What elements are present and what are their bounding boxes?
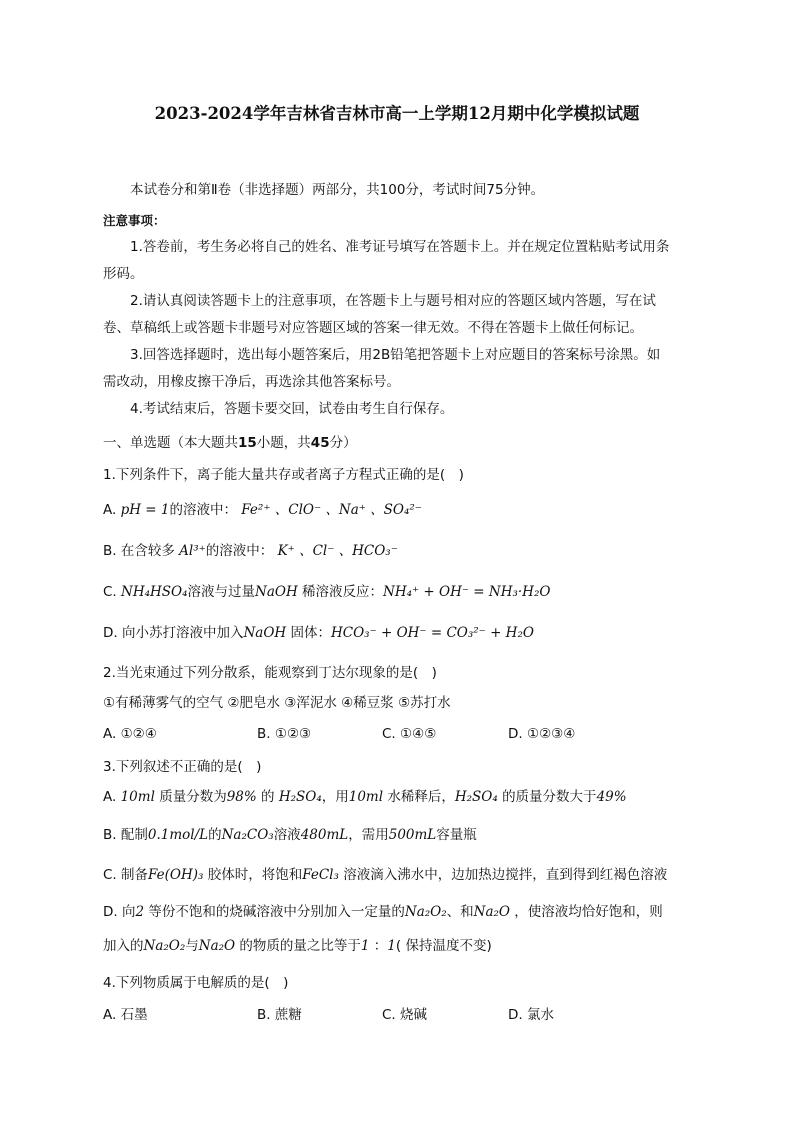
q3-b-text-2: 溶液 xyxy=(273,827,301,843)
q1-b-ions: K⁺ 、Cl⁻ 、HCO₃⁻ xyxy=(277,543,398,559)
q3-a-percent-2: 49% xyxy=(596,789,627,805)
section-count: 15 xyxy=(238,435,257,451)
q3-d2-ratio-1: 1 xyxy=(360,938,370,954)
q2-option-d: D. ①②③④ xyxy=(508,726,576,742)
q2-option-a: A. ①②④ xyxy=(103,726,157,742)
q1-c-text-2: 稀溶液反应： xyxy=(302,584,384,600)
q3-b-volume: 480mL xyxy=(300,827,349,843)
q3-a-label: A. xyxy=(103,789,117,805)
section-suffix: 分） xyxy=(329,435,357,451)
notice-heading: 注意事项： xyxy=(103,213,166,228)
q3-d-text-2: 、和 xyxy=(446,904,474,920)
q1-d-base: NaOH xyxy=(243,625,287,641)
q3-a-acid-2: H₂SO₄ xyxy=(454,789,498,805)
q1-option-a xyxy=(103,501,422,519)
q1-a-ions: Fe²⁺ 、ClO⁻ 、Na⁺ 、SO₄²⁻ xyxy=(241,502,422,518)
q3-d-text-1: 等份不饱和的烧碱溶液中分别加入一定量的 xyxy=(148,904,405,920)
q3-c-text-2: 溶液滴入沸水中，边加热边搅拌，直到得到红褐色溶液 xyxy=(343,867,668,883)
section-heading xyxy=(103,434,357,452)
notice-item-3-line-2: 需改动，用橡皮擦干净后，再选涂其他答案标号。 xyxy=(103,374,400,390)
q3-d-number: 2 xyxy=(135,904,145,920)
q3-d2-text-2: 与 xyxy=(185,938,199,954)
intro-text: 本试卷分和第Ⅱ卷（非选择题）两部分，共100分，考试时间75分钟。 xyxy=(130,182,545,198)
q1-d-label: D. 向小苏打溶液中加入 xyxy=(103,625,244,641)
q1-a-label: A. xyxy=(103,502,117,518)
q3-a-percent: 98% xyxy=(226,789,257,805)
q3-b-label: B. 配制 xyxy=(103,827,148,843)
q1-option-c xyxy=(103,583,550,601)
q3-d-substance-1: Na₂O₂ xyxy=(404,904,447,920)
q3-a-volume: 10ml xyxy=(120,789,155,805)
q3-c-text-1: 胶体时，将饱和 xyxy=(207,867,303,883)
q3-option-b xyxy=(103,826,477,844)
notice-item-1-line-1: 1.答卷前，考生务必将自己的姓名、准考证号填写在答题卡上。并在规定位置粘贴考试用条 xyxy=(130,239,670,255)
notice-item-2-line-1: 2.请认真阅读答题卡上的注意事项，在答题卡上与题号相对应的答题区域内答题，写在试 xyxy=(130,293,656,309)
q3-a-acid: H₂SO₄ xyxy=(278,789,322,805)
notice-item-4: 4.考试结束后，答题卡要交回，试卷由考生自行保存。 xyxy=(130,401,454,417)
q4-option-d: D. 氯水 xyxy=(508,1007,554,1023)
q3-b-text-4: 容量瓶 xyxy=(436,827,477,843)
q3-b-salt: Na₂CO₃ xyxy=(221,827,274,843)
q1-d-equation: HCO₃⁻ + OH⁻ = CO₃²⁻ + H₂O xyxy=(330,625,534,641)
q3-option-c xyxy=(103,866,667,884)
q3-d2-colon: ： xyxy=(373,938,388,954)
q1-c-base: NaOH xyxy=(255,584,298,600)
q1-b-text: 的溶液中： xyxy=(205,543,274,559)
q1-option-d xyxy=(103,624,534,642)
q4-option-a: A. 石墨 xyxy=(103,1007,148,1023)
q3-d2-ratio-2: 1 xyxy=(387,938,396,954)
q3-d2-text-3: 的物质的量之比等于 xyxy=(239,938,361,954)
notice-item-1-line-2: 形码。 xyxy=(103,266,144,282)
q3-b-volume-2: 500mL xyxy=(388,827,437,843)
section-mid: 小题，共 xyxy=(256,435,311,451)
q1-a-text: 的溶液中： xyxy=(169,502,237,518)
notice-item-2-line-2: 卷、草稿纸上或答题卡非题号对应答题区域的答案一律无效。不得在答题卡上做任何标记。 xyxy=(103,320,643,336)
q3-a-text-5: 的质量分数大于 xyxy=(502,789,597,805)
q2-items: ①有稀薄雾气的空气 ②肥皂水 ③浑泥水 ④稀豆浆 ⑤苏打水 xyxy=(103,695,451,711)
q3-d2-text-1: 加入的 xyxy=(103,938,144,954)
q3-c-salt: FeCl₃ xyxy=(302,867,339,883)
q3-option-d-line-2 xyxy=(103,937,492,955)
notice-item-3-line-1: 3.回答选择题时，选出每小题答案后，用2B铅笔把答题卡上对应题目的答案标号涂黑。如 xyxy=(130,347,661,363)
q3-a-volume-2: 10ml xyxy=(348,789,384,805)
q1-b-label: B. 在含较多 xyxy=(103,543,175,559)
q1-option-b xyxy=(103,542,398,560)
q3-c-colloid: Fe(OH)₃ xyxy=(148,867,204,883)
q3-a-text-2: 的 xyxy=(261,789,275,805)
q3-option-d-line-1 xyxy=(103,903,663,921)
q3-a-text-3: ，用 xyxy=(321,789,349,805)
page-title: 2023-2024学年吉林省吉林市高一上学期12月期中化学模拟试题 xyxy=(154,104,640,123)
q1-c-label: C. xyxy=(103,584,117,600)
q3-d2-substance-2: Na₂O xyxy=(198,938,236,954)
q3-d2-text-4: ( 保持温度不变) xyxy=(395,938,492,954)
q3-d-label: D. 向 xyxy=(103,904,136,920)
q3-a-text-4: 水稀释后， xyxy=(387,789,455,805)
q4-option-c: C. 烧碱 xyxy=(382,1007,428,1023)
q4-stem: 4.下列物质属于电解质的是( ) xyxy=(103,975,289,991)
q3-b-concentration: 0.1mol/L xyxy=(147,827,209,843)
q3-b-text-1: 的 xyxy=(208,827,222,843)
q1-d-text: 固体： xyxy=(290,625,331,641)
q1-c-equation: NH₄⁺ + OH⁻ = NH₃·H₂O xyxy=(383,584,551,600)
q3-stem: 3.下列叙述不正确的是( ) xyxy=(103,759,262,775)
q2-option-c: C. ①④⑤ xyxy=(382,726,437,742)
section-prefix: 一、单选题（本大题共 xyxy=(103,435,238,451)
q2-stem: 2.当光束通过下列分散系，能观察到丁达尔现象的是( ) xyxy=(103,665,437,681)
q3-c-label: C. 制备 xyxy=(103,867,149,883)
q3-d-text-3: ，使溶液均恰好饱和，则 xyxy=(514,904,663,920)
q3-d2-substance-1: Na₂O₂ xyxy=(143,938,186,954)
section-score: 45 xyxy=(310,435,330,451)
q3-a-text-1: 质量分数为 xyxy=(159,789,227,805)
q1-b-ion: Al³⁺ xyxy=(179,543,206,559)
q2-option-b: B. ①②③ xyxy=(257,726,312,742)
q3-option-a xyxy=(103,788,627,806)
q1-c-text-1: 溶液与过量 xyxy=(187,584,256,600)
q1-a-condition: pH = 1 xyxy=(120,502,170,518)
q1-stem: 1.下列条件下，离子能大量共存或者离子方程式正确的是( ) xyxy=(103,467,464,483)
q3-d-substance-2: Na₂O xyxy=(473,904,510,920)
q3-b-text-3: ，需用 xyxy=(348,827,389,843)
q4-option-b: B. 蔗糖 xyxy=(257,1007,302,1023)
q1-c-substance: NH₄HSO₄ xyxy=(121,584,188,600)
